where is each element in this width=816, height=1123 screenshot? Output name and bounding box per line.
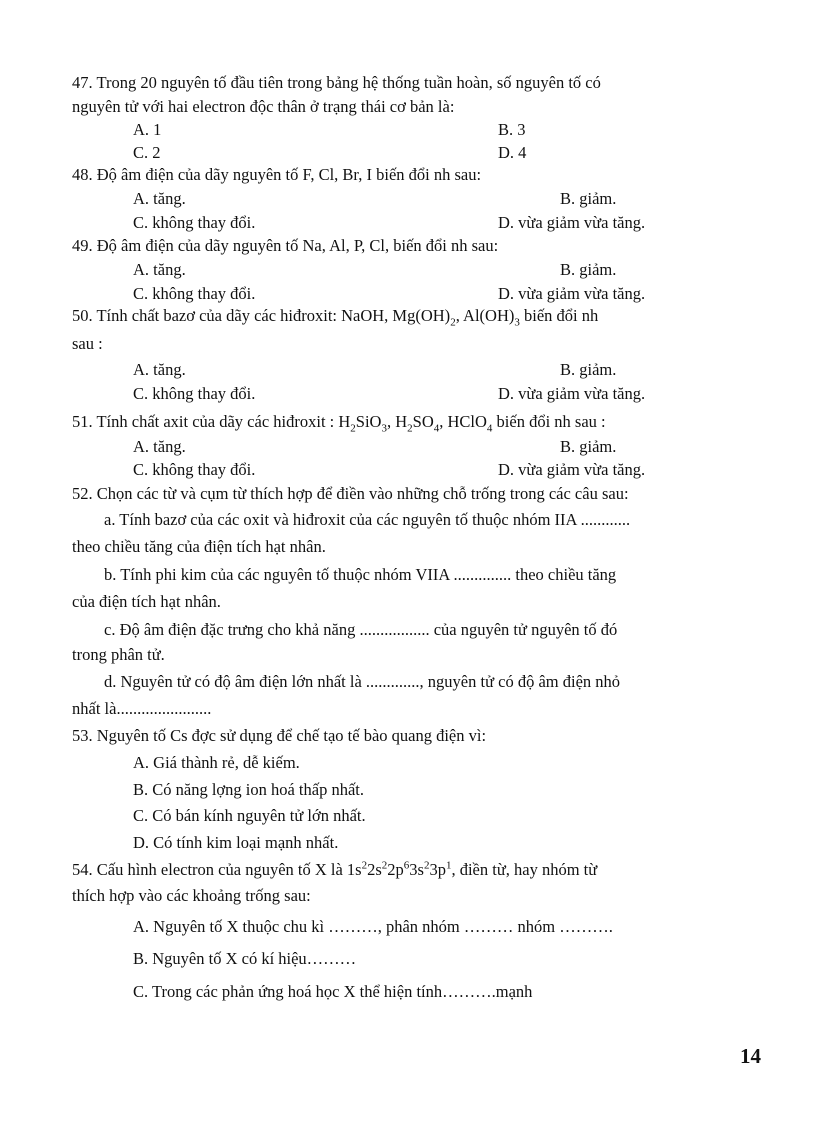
q54-item-c: C. Trong các phản ứng hoá học X thể hiện tính……….mạnh [133,982,533,1001]
q48-option-c: C. không thay đổi. [133,213,256,232]
q48-option-b: B. giảm. [560,189,617,208]
q53-option-a: A. Giá thành rẻ, dễ kiếm. [133,753,300,772]
q54-item-b: B. Nguyên tố X có kí hiệu……… [133,949,357,968]
q47-option-d: D. 4 [498,143,527,162]
q51-option-d: D. vừa giảm vừa tăng. [498,460,646,479]
q49-option-a: A. tăng. [133,260,186,279]
q52-line1: 52. Chọn các từ và cụm từ thích hợp để điền vào những chỗ trống trong các câu sau: [72,484,629,503]
q51-option-c: C. không thay đổi. [133,460,256,479]
q48-line1: 48. Độ âm điện của dãy nguyên tố F, Cl, Br, I biến đổi nh sau: [72,165,482,184]
q50-option-d: D. vừa giảm vừa tăng. [498,384,646,403]
q50-line1: 50. Tính chất bazơ của dãy các hiđroxit: NaOH, $Mg(OH)_2$, $Al(OH)_3$ biến đổi nh [72,306,599,329]
q48-option-a: A. tăng. [133,189,186,208]
q47-option-b: B. 3 [498,120,526,139]
q52-b-line2: của điện tích hạt nhân. [72,592,221,611]
q48-option-d: D. vừa giảm vừa tăng. [498,213,646,232]
q47-option-c: C. 2 [133,143,161,162]
q54-item-a: A. Nguyên tố X thuộc chu kì ………, phân nhóm ……… nhóm ………. [133,917,613,936]
q49-option-b: B. giảm. [560,260,617,279]
q49-option-c: C. không thay đổi. [133,284,256,303]
page-number: 14 [740,1044,761,1068]
q52-a-line1: a. Tính bazơ của các oxit và hiđroxit của các nguyên tố thuộc nhóm IIA ............ [104,510,631,529]
q52-d-line2: nhất là....................... [72,699,212,718]
q52-b-line1: b. Tính phi kim của các nguyên tố thuộc nhóm VIIA .............. theo chiều tăng [104,565,617,584]
q52-c-line1: c. Độ âm điện đặc trưng cho khả năng ................. của nguyên tử nguyên tố đó [104,620,618,639]
q53-option-d: D. Có tính kim loại mạnh nhất. [133,833,339,852]
q47-line2: nguyên tử với hai electron độc thân ở trạng thái cơ bản là: [72,97,455,116]
q51-line1: 51. Tính chất axit của dãy các hiđroxit : $H_2SiO_3$, $H_2SO_4$, HClO$_4$ biến đổi nh sau : [72,412,606,435]
q50-option-a: A. tăng. [133,360,186,379]
q53-line1: 53. Nguyên tố Cs đợc sử dụng để chế tạo tế bào quang điện vì: [72,726,487,745]
q52-a-line2: theo chiều tăng của điện tích hạt nhân. [72,537,326,556]
q49-line1: 49. Độ âm điện của dãy nguyên tố Na, Al, P, Cl, biến đổi nh sau: [72,236,499,255]
q47-line1: 47. Trong 20 nguyên tố đầu tiên trong bảng hệ thống tuần hoàn, số nguyên tố có [72,73,601,92]
q53-option-c: C. Có bán kính nguyên tử lớn nhất. [133,806,366,825]
q50-option-c: C. không thay đổi. [133,384,256,403]
q47-option-a: A. 1 [133,120,162,139]
q54-line2: thích hợp vào các khoảng trống sau: [72,886,311,905]
q53-option-b: B. Có năng lợng ion hoá thấp nhất. [133,780,364,799]
q54-line1: 54. Cấu hình electron của nguyên tố X là $1s^22s^22p^63s^23p^1$, điền từ, hay nhóm từ [72,859,598,879]
q50-option-b: B. giảm. [560,360,617,379]
q52-c-line2: trong phân tử. [72,645,165,664]
q49-option-d: D. vừa giảm vừa tăng. [498,284,646,303]
q50-line2: sau : [72,334,103,353]
q51-option-a: A. tăng. [133,437,186,456]
q52-d-line1: d. Nguyên tử có độ âm điện lớn nhất là ............., nguyên tử có độ âm điện nhỏ [104,672,621,691]
q51-option-b: B. giảm. [560,437,617,456]
